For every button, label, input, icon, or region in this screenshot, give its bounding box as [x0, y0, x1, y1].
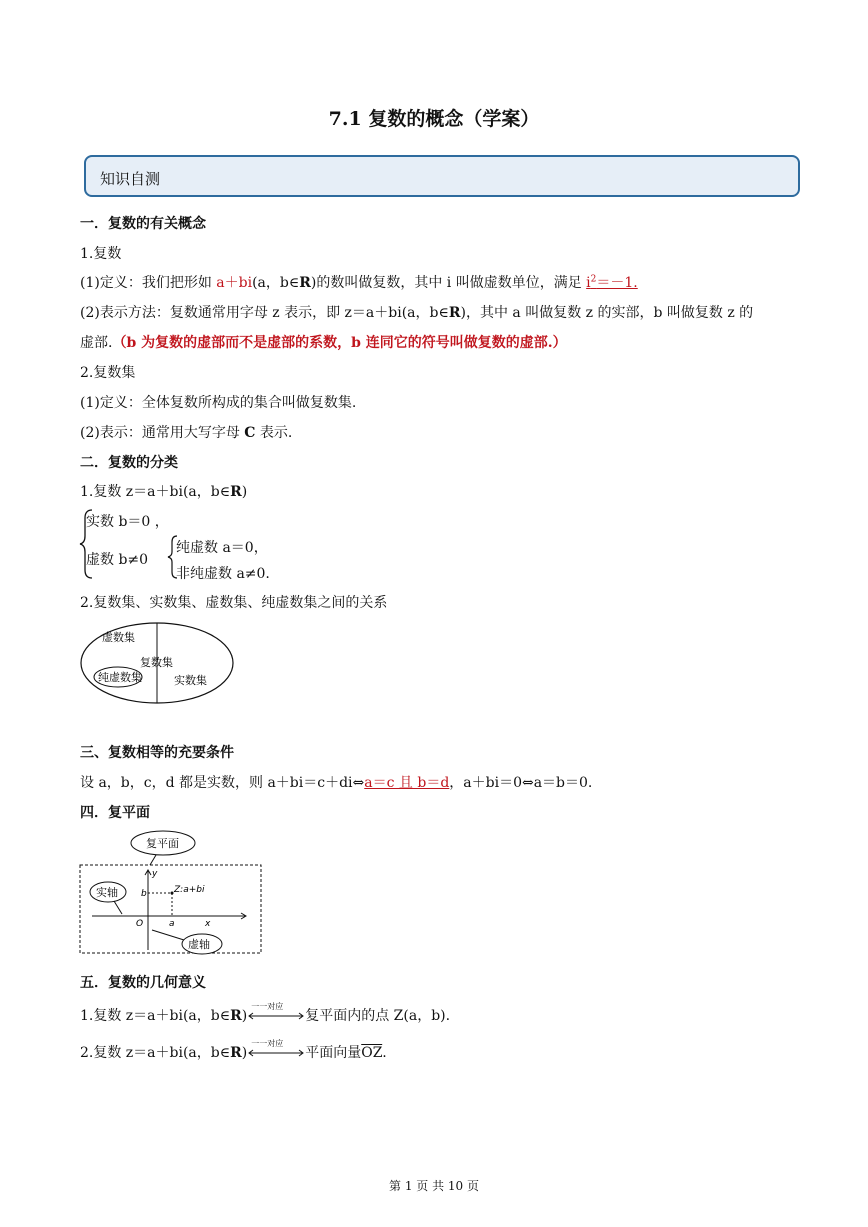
callout-real-axis-label: 实轴 [96, 886, 118, 899]
venn-diagram [78, 618, 238, 710]
geometric-meaning-vector: 2.复数 z＝a＋bi(a，b∈R) 一一对应 平面向量$\overline{OZ}$. [80, 1039, 387, 1061]
relation-line: 2.复数集、实数集、虚数集、纯虚数集之间的关系 [80, 595, 388, 611]
section-2-heading: 二．复数的分类 [80, 455, 178, 471]
x-axis-label: x [205, 919, 211, 929]
point-label: Z:a+bi [174, 885, 205, 895]
callout-imaginary-axis-label: 虚轴 [188, 938, 210, 951]
set-representation: (2)表示：通常用大写字母 C 表示. [80, 425, 293, 441]
bijection-arrow-icon: 一一对应 [247, 1046, 305, 1060]
origin-label: O [136, 919, 144, 929]
complex-plane-diagram [78, 828, 264, 956]
classification-line: 1.复数 z＝a＋bi(a，b∈R) [80, 484, 248, 500]
imaginary-case: 虚数 b≠0 [86, 552, 149, 568]
non-pure-imaginary-case: 非纯虚数 a≠0. [176, 566, 270, 582]
venn-complex-label: 复数集 [140, 656, 173, 669]
set-definition: (1)定义：全体复数所构成的集合叫做复数集. [80, 395, 357, 411]
banner-label: 知识自测 [100, 170, 161, 188]
geometric-meaning-point: 1.复数 z＝a＋bi(a，b∈R) 一一对应 复平面内的点 Z(a，b). [80, 1002, 451, 1024]
subheading-complex-set: 2.复数集 [80, 365, 136, 381]
representation-note-line: 虚部.（b 为复数的虚部而不是虚部的系数，b 连同它的符号叫做复数的虚部.） [80, 335, 567, 351]
b-tick-label: b [141, 889, 147, 899]
y-axis-label: y [152, 869, 158, 879]
a-tick-label: a [169, 919, 175, 929]
pure-imaginary-case: 纯虚数 a＝0， [176, 540, 268, 556]
equality-line: 设 a，b，c，d 都是实数，则 a＋bi＝c＋di⇔a＝c 且 b＝d，a＋bi＝0⇔a＝b＝0. [80, 775, 593, 791]
page-footer: 第 1 页 共 10 页 [389, 1179, 479, 1193]
section-banner [84, 155, 800, 197]
section-1-heading: 一．复数的有关概念 [80, 216, 206, 232]
venn-real-label: 实数集 [174, 674, 207, 687]
definition-line: (1)定义：我们把形如 a＋bi(a，b∈R)的数叫做复数，其中 i 叫做虚数单位，满足 $i^2=-1$. [80, 274, 638, 291]
callout-plane-label: 复平面 [146, 837, 179, 850]
venn-pure-label: 纯虚数集 [98, 671, 142, 684]
venn-imaginary-label: 虚数集 [102, 631, 135, 644]
vector-oz: $\overline{OZ}$ [361, 1045, 383, 1061]
representation-line: (2)表示方法：复数通常用字母 z 表示，即 z＝a＋bi(a，b∈R)，其中 a 叫做复数 z 的实部，b 叫做复数 z 的 [80, 305, 754, 321]
real-case: 实数 b＝0 ， [86, 514, 169, 530]
subheading-complex: 1.复数 [80, 246, 122, 262]
section-4-heading: 四．复平面 [80, 805, 150, 821]
bijection-arrow-icon: 一一对应 [247, 1009, 305, 1023]
section-5-heading: 五．复数的几何意义 [80, 975, 206, 991]
page-title: 7.1 复数的概念（学案） [328, 108, 540, 130]
section-3-heading: 三、复数相等的充要条件 [80, 745, 234, 761]
